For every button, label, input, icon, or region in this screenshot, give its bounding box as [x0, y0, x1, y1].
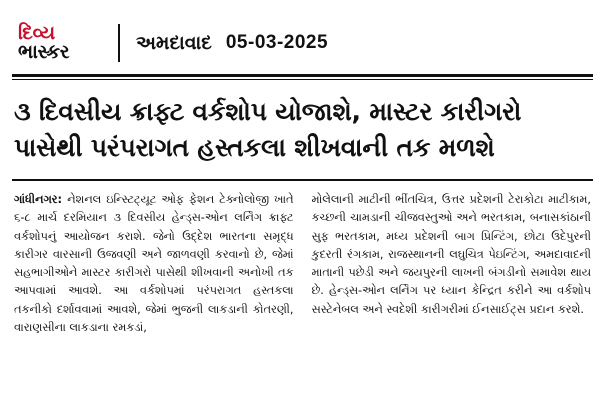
article-column-right-text: મોલેલાની માટીની ભીંતચિત્ર, ઉત્તર પ્રદેશની ટેરાકોટા માટીકામ, કચ્છની ચામડાની ચીજવસ્તુઓ અને ભરતકામ, બનાસકાંઠાની સુફ ભરતકામ, મધ્ય પ્રદેશની બાગ પ્રિન્ટિંગ, છોટા ઉદેપુરની કુદરતી રંગકામ, રાજસ્થાનની લઘુચિત્ર પેઇન્ટિંગ, અમદાવાદની માતાની પછેડી અને જયપુરની લાખની બંગડીનો સમાવેશ થાય છે. હેન્ડ્સ-ઓન લર્નિંગ પર ધ્યાન કેન્દ્રિત કરીને આ વર્કશોપ સસ્ટેનેબલ અને સ્વદેશી કારીગરીમાં ઈનસાઈટ્સ પ્રદાન કરશે. — [311, 193, 591, 316]
article-column-left-text: નેશનલ ઇન્સ્ટિટ્યૂટ ઓફ ફેશન ટેક્નોલોજી ખાતે ૬-૮ માર્ચ દરમિયાન ૩ દિવસીય હેન્ડ્સ-ઓન લર્નિંગ ક્રાફ્ટ વર્કશોપનું આયોજન કરાશે. જેનો ઉદ્દેશ ભારતના સમૃદ્ધ કારીગર વારસાની ઉજવણી અને જાળવણી કરવાનો છે, જેમાં સહભાગીઓને માસ્ટર કારીગરો પાસેથી શીખવાની અનોખી તક આપવામાં આવશે. આ વર્કશોપમાં પરંપરાગત હસ્તકલા તકનીકો દર્શાવવામાં આવશે, જેમાં ભુજની લાકડાની કોતરણી, વારાણસીના લાકડાના રમકડાં, — [14, 193, 294, 335]
publication-date: 05-03-2025 — [225, 32, 329, 53]
headline-line-2: પાસેથી પરંપરાગત હસ્તકલા શીખવાની તક મળશે — [14, 132, 495, 162]
logo-text-line2: ભાસ્કર — [18, 41, 70, 63]
edition-name: અમદાવાદ — [136, 32, 212, 54]
article-column-left — [14, 191, 294, 337]
logo-text-line1: દિવ્ય — [18, 21, 55, 44]
publication-logo — [18, 21, 120, 63]
article-body — [0, 181, 605, 343]
article-column-right — [312, 191, 592, 337]
masthead-divider-thick — [12, 74, 593, 77]
article-dateline: ગાંધીનગર: — [14, 193, 63, 206]
masthead — [0, 0, 605, 74]
headline-line-1: ૩ દિવસીય ક્રાફ્ટ વર્કશોપ યોજાશે, માસ્ટર કારીગરો — [14, 97, 522, 126]
article-headline — [0, 80, 605, 175]
